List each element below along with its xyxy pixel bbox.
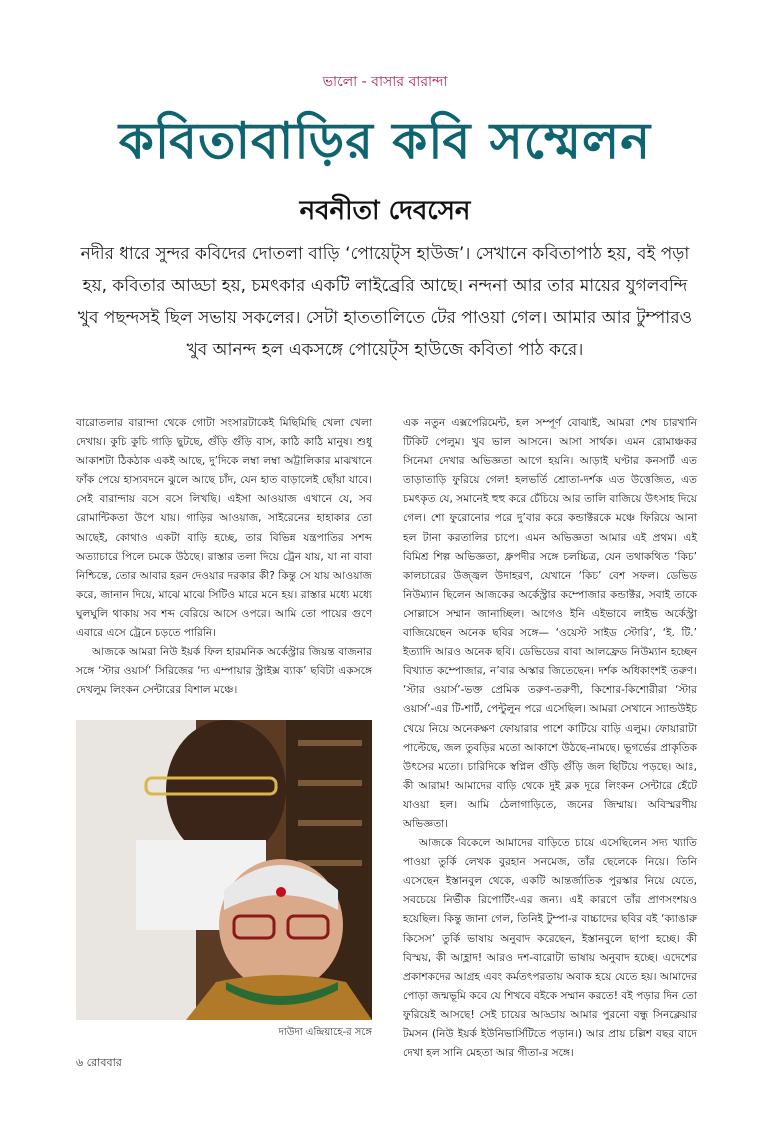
- right-paragraph-2: আজকে বিকেলে আমাদের বাড়িতে চায়ে এসেছিলেন সদ্য খ্যাতি পাওয়া তুর্কি লেখক বুরহান সনমেজ, তাঁর ছেলেকে নিয়ে। তিনি এসেছেন ইস্তানবুল থেকে, একটি আন্তর্জাতিক পুরস্কার নিয়ে যেতে, সবচেয়ে নির্ভীক রিপোর্টিং-এর জন্য। এই কারণে তাঁর প্রাণসংশয়ও হয়েছিল। কিন্তু জানা গেল, তিনিই টুম্পা-র বাচ্চাদের ছবির বই ‘ক্যাঙারু কিসেস’ তুর্কি ভাষায় অনুবাদ করেছেন, ইস্তানবুলে ছাপা হচ্ছে। কী বিস্ময়, কী আহ্লাদ! আরও দশ-বারোটা ভাষায় অনুবাদ হচ্ছে। এদেশের প্রকাশকদের আগ্রহ এবং কর্মতৎপরতায় অবাক হয়ে যেতে হয়। আমাদের পোড়া জন্মভূমি কবে যে শিখবে বইকে সম্মান করতে! বই পড়ার দিন তো ফুরিয়েই আসছে! সেই চায়ের আড্ডায় আমার পুরনো বন্ধু সিনক্লেয়ার টমসন (নিউ ইয়র্ক ইউনিভার্সিটিতে পড়ান।) আর প্রায় চল্লিশ বছর বাদে দেখা হল সানি মেহতা আর গীতা-র সঙ্গে।: [403, 837, 697, 1060]
- right-paragraph-1: এক নতুন এক্সপেরিমেন্ট, হল সম্পূর্ণ বোঝাই, আমরা শেষ চারখানি টিকিট পেলুম। খুব ভাল আসনে। আসা সার্থক। এমন রোমাঞ্চকর সিনেমা দেখার অভিজ্ঞতা আগে হয়নি। আড়াই ঘণ্টার কনসার্ট এত তাড়াতাড়ি ফুরিয়ে গেল! হলভর্তি শ্রোতা-দর্শক এত উত্তেজিত, এত চমৎকৃত যে, সমানেই হুহু করে চেঁচিয়ে আর তালি বাজিয়ে উৎসাহ দিয়ে গেল। শো ফুরোনোর পরে দু’বার করে কন্ডাক্টরকে মঞ্চে ফিরিয়ে আনা হল টানা করতালির চাপে। এমন অভিজ্ঞতা আমার এই প্রথম। এই বিমিশ্র শিল্প অভিজ্ঞতা, ধ্রুপদীর সঙ্গে চলচ্চিত্র, যেন তথাকথিত ‘কিচ’ কালচারের উজ্জ্বল উদাহরণ, যেখানে ‘কিচ’ বেশ সফল। ডেভিড নিউম্যান ছিলেন আজকের অর্কেস্ট্রার কম্পোজার কন্ডাক্টর, সবাই তাকে সোল্লাসে সম্মান জানাচ্ছিল। আগেও ইনি এইভাবে লাইভ অর্কেস্ট্রা বাজিয়েছেন অনেক ছবির সঙ্গে— ‘ওয়েস্ট সাইড স্টোরি’, ‘ই. টি.’ ইত্যাদি আরও অনেক ছবি। ডেভিডের বাবা আলফ্রেড নিউম্যান হচ্ছেন বিখ্যাত কম্পোজার, ন’বার অস্কার জিতেছেন। দর্শক অধিকাংশই তরুণ। ‘স্টার ওয়ার্স’-ভক্ত প্রেমিক তরুণ-তরুণী, কিশোর-কিশোরীরা ‘স্টার ওয়ার্স’-এর টি-শার্ট, পেন্টুলুন পরে এসেছিল। আমরা সেখানে স্যান্ডউইচ খেয়ে নিয়ে অনেকক্ষণ ফোয়ারার পাশে কাটিয়ে বাড়ি এলুম। ফোয়ারাটা পাল্টেছে, জল তুবড়ির মতো আকাশে উঠছে-নামছে। ভূগর্ভের প্রাকৃতিক উৎসের মতো। চারিদিকে স্বপ্নিল গুঁড়ি গুঁড়ি জল ছিটিয়ে পড়ছে। আঃ, কী আরাম! আমাদের বাড়ি থেকে দুই ব্লক দূরে লিংকন সেন্টারে হেঁটে যাওয়া হল। আমি ঠেলাগাড়িতে, জনের জিম্মায়। অবিস্মরণীয় অভিজ্ঞতা।: [403, 417, 697, 830]
- article-title: কবিতাবাড়ির কবি সম্মেলন: [118, 112, 652, 170]
- article-photo: [76, 720, 372, 1020]
- photo-caption: দাউদা এন্দ্রিয়াহে-র সঙ্গে: [278, 1027, 372, 1038]
- right-column: [403, 414, 697, 1063]
- author-byline: নবনীতা দেবসেন: [299, 196, 471, 226]
- lead-paragraph: নদীর ধারে সুন্দর কবিদের দোতলা বাড়ি ‘পোয়েট্স হাউজ’। সেখানে কবিতাপাঠ হয়, বই পড়া হয়, কবিতার আড্ডা হয়, চমৎকার একটি লাইব্রেরি আছে। নন্দনা আর তার মায়ের যুগলবন্দি খুব পছন্দসই ছিল সভায় সকলের। সেটা হাততালিতে টের পাওয়া গেল। আমার আর টুম্পারও খুব আনন্দ হল একসঙ্গে পোয়েট্স হাউজে কবিতা পাঠ করে।: [77, 244, 693, 360]
- left-column: [76, 414, 372, 700]
- left-paragraph-1: বারোতলার বারান্দা থেকে গোটা সংসারটাকেই মিছিমিছি খেলা খেলা দেখায়। কুচি কুচি গাড়ি ছুটছে, গুঁড়ি গুঁড়ি বাস, কাঠি কাঠি মানুষ। শুধু আকাশটা ঠিকঠাক একই আছে, দু’দিকে লম্বা লম্বা অট্টালিকার মাঝখানে ফাঁক পেয়ে হাস্যবদনে ঝুলে আছে চাঁদ, যেন হাত বাড়ালেই ছোঁয়া যাবে। সেই বারান্দায় বসে বসে লিখছি। এইসা আওয়াজ এখানে যে, সব রোমান্টিকতা উপে যায়। গাড়ির আওয়াজ, সাইরেনের হাহাকার তো আছেই, কোথাও একটা বাড়ি হচ্ছে, তার বিভিন্ন যন্ত্রপাতির সশব্দ অত্যাচারে পিলে চমকে উঠছে। রাস্তার তলা দিয়ে ট্রেন যায়, যা না বাবা নিশ্চিন্তে, তোর আবার হরন দেওয়ার দরকার কী? কিন্তু সে যায় আওয়াজ করে, জানান দিয়ে, মাঝে মাঝে সিটিও মারে মনে হয়। রাস্তার মধ্যে মধ্যে ঘুলঘুলি থাকায় সব শব্দ বেরিয়ে আসে ওপরে। আমি তো পায়ের গুণে এবারে এসে ট্রেনে চড়তে পারিনি।: [76, 417, 372, 640]
- page-folio: ৬ রোববার: [76, 1056, 122, 1069]
- left-paragraph-2: আজকে আমরা নিউ ইয়র্ক ফিল হারমনিক অর্কেস্ট্রার জিয়ন্ত বাজনার সঙ্গে ‘স্টার ওয়ার্স’ সিরিজের ‘দ্য এম্পায়ার স্ট্রাইক্স ব্যাক’ ছবিটা একসঙ্গে দেখলুম লিংকন সেন্টারের বিশাল মঞ্চে।: [76, 646, 372, 697]
- section-kicker: ভালো - বাসার বারান্দা: [322, 74, 448, 90]
